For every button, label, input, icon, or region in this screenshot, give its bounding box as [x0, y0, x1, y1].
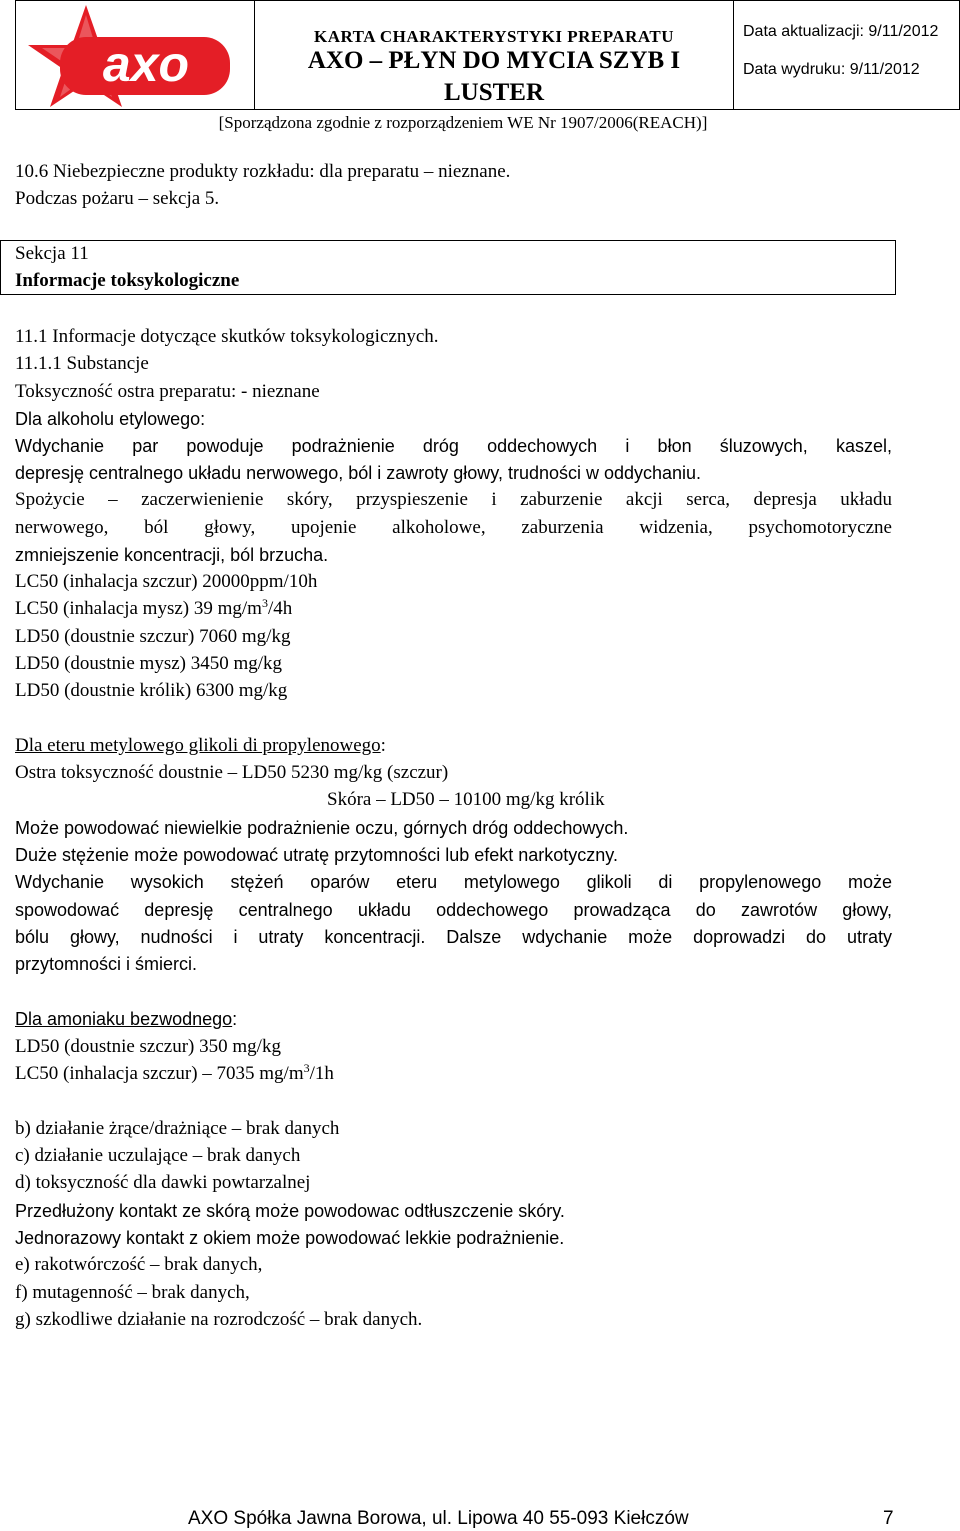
logo-box [15, 0, 255, 110]
subheading-underlined: Dla eteru metylowego glikoli di propylenowego [15, 735, 381, 756]
text-line: Toksyczność ostra preparatu: - nieznane [15, 381, 320, 402]
text-part: /4h [267, 598, 293, 619]
subheading-underlined: Dla amoniaku bezwodnego [15, 1009, 233, 1029]
subheading [15, 734, 386, 758]
update-date: Data aktualizacji: 9/11/2012 [743, 23, 939, 40]
text-line: depresję centralnego układu nerwowego, ból i zawroty głowy, trudności w oddychaniu. [15, 463, 702, 483]
footer-address: AXO Spółka Jawna Borowa, ul. Lipowa 40 55-093 Kiełczów [188, 1508, 689, 1529]
date-box [733, 0, 960, 110]
text-line: Wdychanie wysokich stężeń oparów eteru metylowego glikoli di propylenowego może [15, 872, 892, 892]
section-title: Informacje toksykologiczne [15, 270, 240, 291]
print-date: Data wydruku: 9/11/2012 [743, 61, 920, 78]
list-item: g) szkodliwe działanie na rozrodczość – brak danych. [15, 1309, 423, 1330]
text-line: 10.6 Niebezpieczne produkty rozkładu: dla preparatu – nieznane. [15, 161, 511, 182]
title-box [255, 0, 734, 110]
text-line: Spożycie – zaczerwienienie skóry, przyspieszenie i zaburzenie akcji serca, depresja układu [15, 489, 892, 510]
regulation-note: [Sporządzona zgodnie z rozporządzeniem WE Nr 1907/2006(REACH)] [218, 113, 708, 132]
page-number: 7 [883, 1508, 894, 1529]
list-item: b) działanie żrące/drażniące – brak danych [15, 1118, 340, 1139]
text-line: Skóra – LD50 – 10100 mg/kg królik [327, 789, 605, 810]
text-line: bólu głowy, nudności i utraty koncentracji. Dalsze wdychanie może doprowadzi do utraty [15, 927, 892, 947]
text-line: Wdychanie par powoduje podrażnienie dróg oddechowych i błon śluzowych, kaszel, [15, 436, 892, 456]
text-line: Może powodować niewielkie podrażnienie oczu, górnych dróg oddechowych. [15, 818, 629, 838]
text-line: LC50 (inhalacja szczur) 20000ppm/10h [15, 571, 318, 592]
text-part: : [232, 1009, 238, 1029]
text-part: LC50 (inhalacja szczur) – 7035 mg/m [15, 1063, 304, 1084]
text-line: LD50 (doustnie królik) 6300 mg/kg [15, 680, 288, 701]
list-item: c) działanie uczulające – brak danych [15, 1145, 301, 1166]
text-part: /1h [309, 1063, 334, 1084]
text-line: Jednorazowy kontakt z okiem może powodować lekkie podrażnienie. [15, 1228, 565, 1248]
text-line: 11.1 Informacje dotyczące skutków toksykologicznych. [15, 326, 439, 347]
text-line: LD50 (doustnie szczur) 7060 mg/kg [15, 626, 291, 647]
text-line: LD50 (doustnie mysz) 3450 mg/kg [15, 653, 283, 674]
text-line: spowodować depresję centralnego układu oddechowego prowadząca do zawrotów głowy, [15, 900, 892, 920]
text-line: Ostra toksyczność doustnie – LD50 5230 mg/kg (szczur) [15, 762, 449, 783]
text-line: Podczas pożaru – sekcja 5. [15, 188, 220, 209]
document-type: KARTA CHARAKTERYSTYKI PREPARATU [314, 27, 674, 46]
text-line [15, 597, 292, 621]
text-line: przytomności i śmierci. [15, 954, 198, 974]
text-line: LD50 (doustnie szczur) 350 mg/kg [15, 1036, 281, 1057]
text-line [15, 1062, 334, 1086]
logo-text: axo [102, 36, 190, 92]
list-item: e) rakotwórczość – brak danych, [15, 1254, 263, 1275]
text-line: Przedłużony kontakt ze skórą może powodowac odtłuszczenie skóry. [15, 1201, 565, 1221]
text-line: zmniejszenie koncentracji, ból brzucha. [15, 545, 329, 565]
text-line: nerwowego, ból głowy, upojenie alkoholowe, zaburzenia widzenia, psychomotoryczne [15, 517, 892, 538]
subheading [15, 1007, 237, 1031]
superscript: 3 [261, 596, 268, 610]
text-line: Duże stężenie może powodować utratę przytomności lub efekt narkotyczny. [15, 845, 618, 865]
list-item: d) toksyczność dla dawki powtarzalnej [15, 1172, 311, 1193]
document-header [0, 0, 960, 140]
section-number: Sekcja 11 [15, 243, 89, 264]
product-name: AXO – PŁYN DO MYCIA SZYB I LUSTER [307, 47, 681, 106]
text-part: : [380, 735, 386, 756]
axo-star-logo-icon [16, 1, 254, 109]
superscript: 3 [303, 1061, 310, 1075]
text-part: LC50 (inhalacja mysz) 39 mg/m [15, 598, 262, 619]
list-item: f) mutagenność – brak danych, [15, 1282, 250, 1303]
subheading: Dla alkoholu etylowego: [15, 409, 206, 429]
text-line: 11.1.1 Substancje [15, 353, 149, 374]
